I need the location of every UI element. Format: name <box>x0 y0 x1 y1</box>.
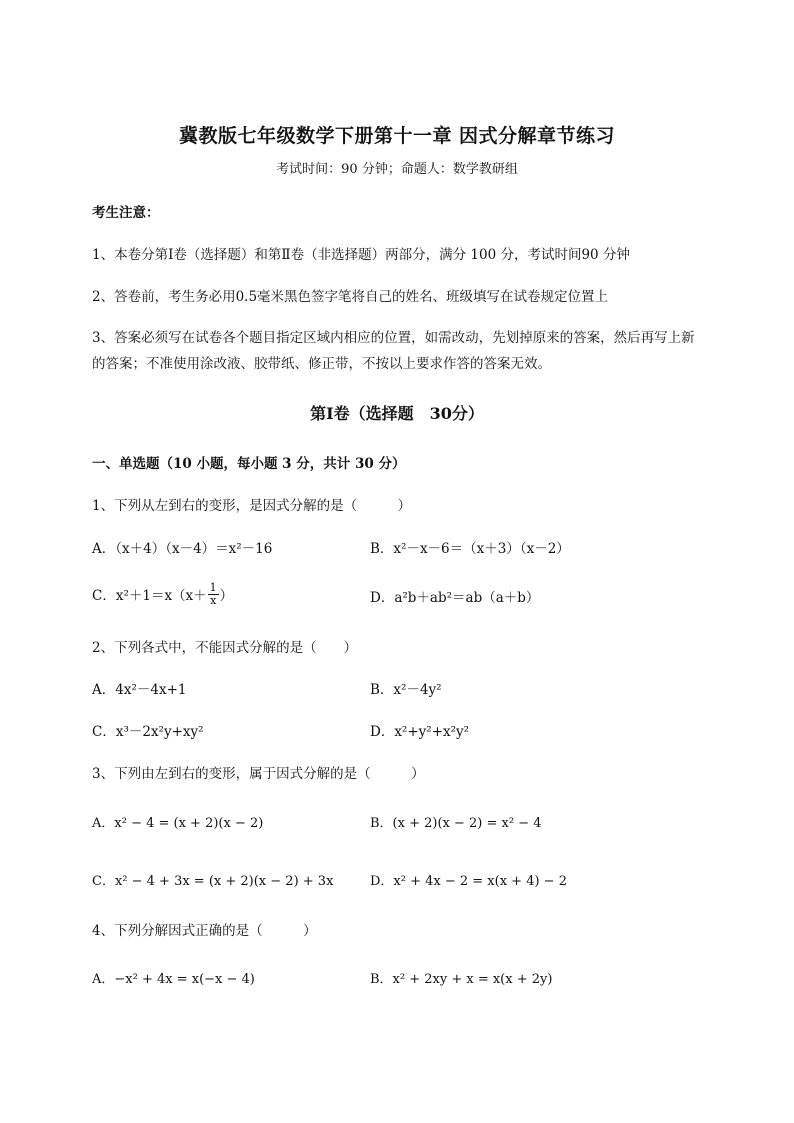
exam-info: 考试时间：90 分钟；命题人：数学教研组 <box>276 162 518 177</box>
notice-item-1: 1、本卷分第Ⅰ卷（选择题）和第Ⅱ卷（非选择题）两部分，满分 100 分，考试时间90 分钟 <box>92 247 630 263</box>
section-title: 第Ⅰ卷（选择题 30分） <box>310 404 484 423</box>
question-4-option-a: A．−x² + 4x = x(−x − 4) <box>92 972 255 987</box>
question-2-option-a: A．4x²－4x+1 <box>92 682 187 698</box>
fraction-numerator: 1 <box>209 580 217 594</box>
question-4-option-b: B．x² + 2xy + x = x(x + 2y) <box>370 972 553 987</box>
question-4-stem: 4、下列分解因式正确的是（ ） <box>92 923 317 939</box>
question-1-option-c <box>92 576 233 612</box>
question-1-option-d: D．a²b＋ab²＝ab（a＋b） <box>370 590 540 606</box>
question-1-stem: 1、下列从左到右的变形，是因式分解的是（ ） <box>92 498 412 514</box>
fraction <box>208 582 219 607</box>
question-2-option-c: C．x³－2x²y+xy² <box>92 724 204 740</box>
question-3-stem: 3、下列由左到右的变形，属于因式分解的是（ ） <box>92 766 425 782</box>
part-heading: 一、单选题（10 小题，每小题 3 分，共计 30 分） <box>92 456 406 472</box>
notice-item-2: 2、答卷前，考生务必用0.5毫米黑色签字笔将自己的姓名、班级填写在试卷规定位置上 <box>92 289 609 305</box>
question-3-option-b: B．(x + 2)(x − 2) = x² − 4 <box>370 816 542 831</box>
notice-item-3: 3、答案必须写在试卷各个题目指定区域内相应的位置，如需改动，先划掉原来的答案，然后再写上新 <box>92 330 695 346</box>
notice-heading: 考生注意： <box>92 205 160 221</box>
question-3-option-c: C．x² − 4 + 3x = (x + 2)(x − 2) + 3x <box>92 874 334 889</box>
fraction-denominator: x <box>210 593 217 607</box>
question-2-stem: 2、下列各式中，不能因式分解的是（ ） <box>92 640 358 656</box>
page-title: 冀教版七年级数学下册第十一章 因式分解章节练习 <box>178 125 616 147</box>
option-c-suffix: ） <box>219 588 234 604</box>
question-1-option-a: A．（x＋4）（x－4）＝x²－16 <box>92 541 273 557</box>
question-3-option-d: D．x² + 4x − 2 = x(x + 4) − 2 <box>370 874 567 889</box>
question-2-option-b: B．x²－4y² <box>370 682 442 698</box>
question-2-option-d: D．x²+y²+x²y² <box>370 724 470 740</box>
question-1-option-b: B．x²－x－6＝（x＋3）（x－2） <box>370 541 570 557</box>
notice-item-3-cont: 的答案；不准使用涂改液、胶带纸、修正带，不按以上要求作答的答案无效。 <box>92 356 551 372</box>
option-c-prefix: C．x²＋1＝x（x＋ <box>92 588 207 604</box>
question-3-option-a: A．x² − 4 = (x + 2)(x − 2) <box>92 816 264 831</box>
